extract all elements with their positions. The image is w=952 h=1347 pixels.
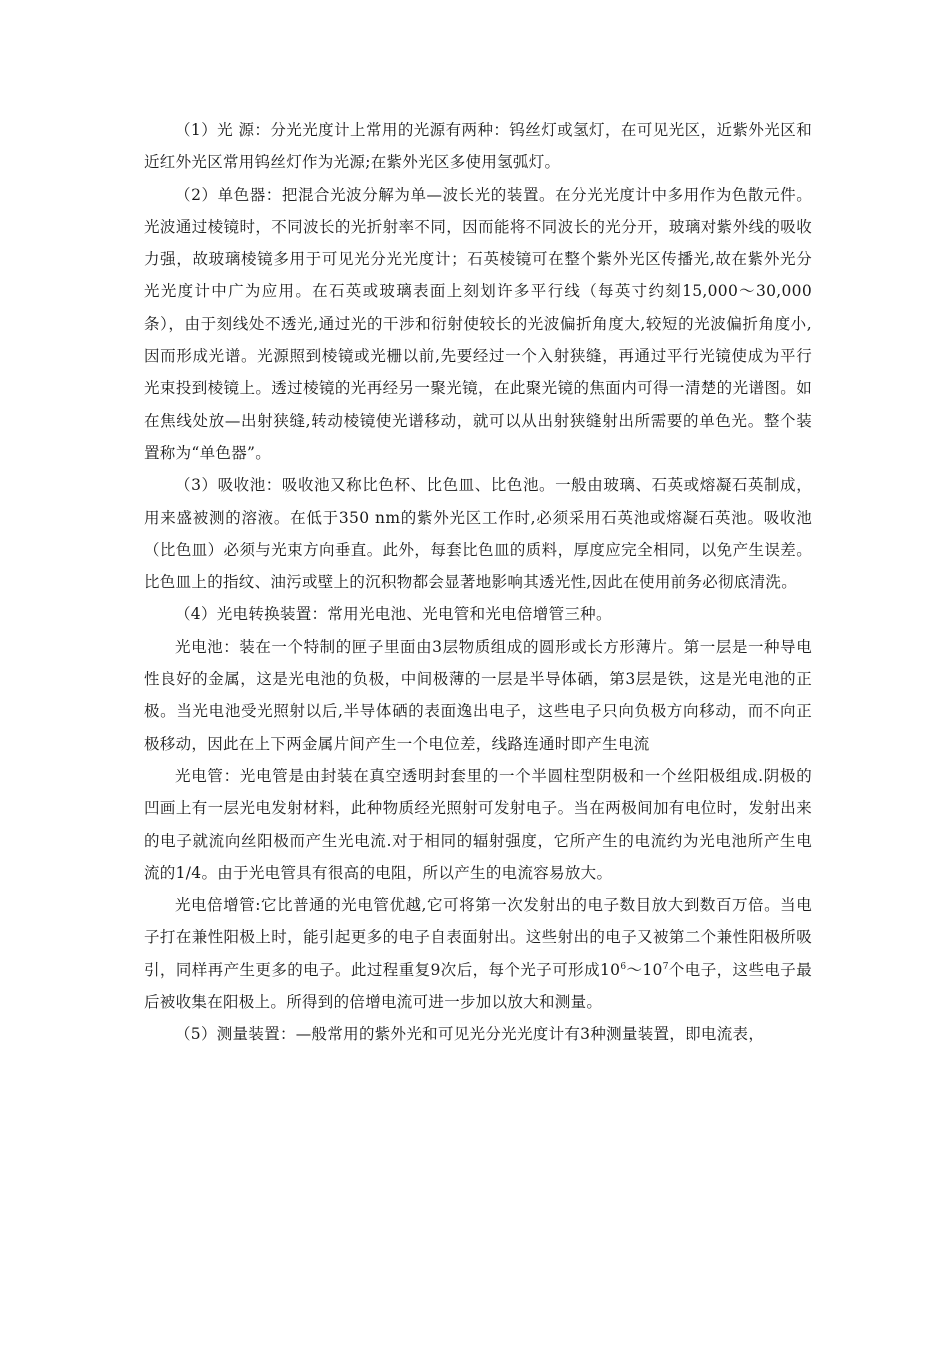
pmt-text-after: 个电子，这些电子最后被收集在阳极上。所得到的倍增电流可进一步加以放大和测量。	[144, 960, 812, 1012]
paragraph-photocell: 光电池：装在一个特制的匣子里面由3层物质组成的圆形或长方形薄片。第一层是一种导电性良好的金属，这是光电池的负极，中间极薄的一层是半导体硒，第3层是铁，这是光电池的正极。当光电池受光照射以后,半导体硒的表面逸出电子，这些电子只向负极方向移动，而不向正极移动，因此在上下两金属片间产生一个电位差，线路连通时即产生电流	[144, 637, 812, 753]
pmt-exponent-1: 6	[620, 961, 627, 972]
pmt-exponent-2: 7	[662, 961, 669, 972]
pmt-text-before: 光电倍增管:它比普通的光电管优越,它可将第一次发射出的电子数目放大到数百万倍。当电子打在兼性阳极上时，能引起更多的电子自表面射出。这些射出的电子又被第二个兼性阳极所吸引，同样再产生更多的电子。此过程重复9次后，每个光子可形成10	[144, 896, 812, 979]
pmt-text-between: ～10	[626, 960, 663, 979]
paragraph-monochromator: （2）单色器：把混合光波分解为单—波长光的装置。在分光光度计中多用作为色散元件。光波通过棱镜时，不同波长的光折射率不同，因而能将不同波长的光分开，玻璃对紫外线的吸收力强，故玻璃棱镜多用于可见光分光光度计；石英棱镜可在整个紫外光区传播光,故在紫外光分光光度计中广为应用。在石英或玻璃表面上刻划许多平行线（每英寸约刻15,000～30,000条），由于刻线处不透光,通过光的干涉和衍射使较长的光波偏折角度大,较短的光波偏折角度小,因而形成光谱。光源照到棱镜或光栅以前,先要经过一个入射狭缝，再通过平行光镜使成为平行光束投到棱镜上。透过棱镜的光再经另一聚光镜，在此聚光镜的焦面内可得一清楚的光谱图。如在焦线处放—出射狭缝,转动棱镜使光谱移动，就可以从出射狭缝射出所需要的单色光。整个装置称为“单色器”。	[144, 185, 812, 462]
paragraph-photomultiplier	[144, 889, 812, 1018]
paragraph-phototube: 光电管：光电管是由封装在真空透明封套里的一个半圆柱型阴极和一个丝阳极组成.阴极的凹画上有一层光电发射材料，此种物质经光照射可发射电子。当在两极间加有电位时，发射出来的电子就流向丝阳极而产生光电流.对于相同的辐射强度，它所产生的电流约为光电池所产生电流的1/4。由于光电管具有很高的电阻，所以产生的电流容易放大。	[144, 766, 812, 882]
paragraph-light-source: （1）光 源：分光光度计上常用的光源有两种：钨丝灯或氢灯，在可见光区，近紫外光区和近红外光区常用钨丝灯作为光源;在紫外光区多使用氢弧灯。	[144, 121, 812, 172]
paragraph-photoelectric-device: （4）光电转换装置：常用光电池、光电管和光电倍增管三种。	[175, 605, 612, 624]
paragraph-absorption-cell: （3）吸收池：吸收池又称比色杯、比色皿、比色池。一般由玻璃、石英或熔凝石英制成，用来盛被测的溶液。在低于350 nm的紫外光区工作时,必须采用石英池或熔凝石英池。吸收池（比色皿）必须与光束方向垂直。此外，每套比色皿的质料，厚度应完全相同，以免产生误差。比色皿上的指纹、油污或壁上的沉积物都会显著地影响其透光性,因此在使用前务必彻底清洗。	[144, 476, 812, 592]
paragraph-measuring-device: （5）测量装置：—般常用的紫外光和可见光分光光度计有3种测量装置，即电流表，	[175, 1025, 765, 1044]
document-body	[144, 114, 812, 1051]
